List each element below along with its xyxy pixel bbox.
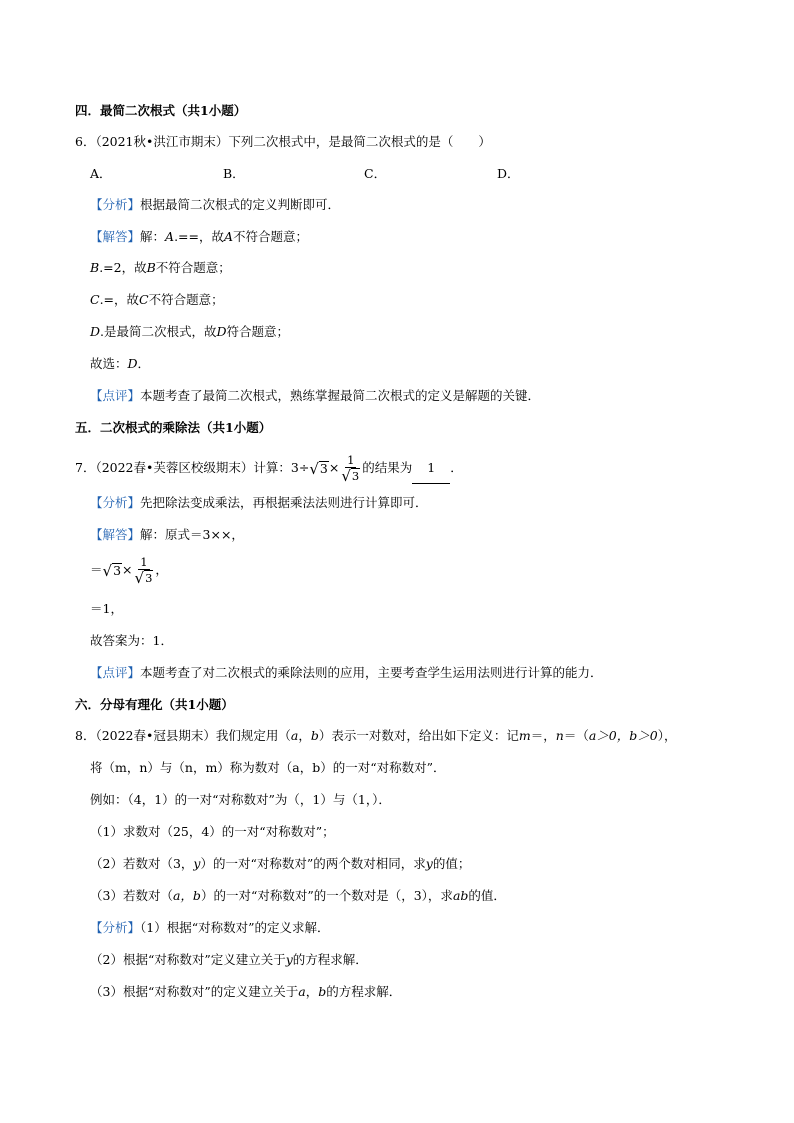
option-a: A． — [90, 166, 112, 181]
question-8-example: 例如：（4，1）的一对“对称数对”为（，1）与（1，）． — [90, 792, 391, 807]
fraction-1-over-sqrt3: 1 √ 3 — [341, 453, 360, 485]
section-5-heading: 五．二次根式的乘除法（共1小题） — [75, 420, 272, 435]
comment-tag: 【点评】 — [90, 665, 141, 680]
q8-analysis-1: 【分析】（1）根据“对称数对”的定义求解． — [90, 920, 330, 935]
q7-answer-line-1: 【解答】解：原式＝3××， — [90, 527, 244, 542]
section-6-heading: 六．分母有理化（共1小题） — [75, 697, 234, 712]
q7-comment: 【点评】本题考查了对二次根式的乘除法则的应用，主要考查学生运用法则进行计算的能力． — [90, 665, 603, 680]
sqrt-3: √ 3 — [102, 562, 122, 580]
q7-answer-line-2: ＝ √ 3 × 1 √ 3 ， — [90, 555, 168, 587]
q6-answer-line-d: D.是最简二次根式，故D符合题意； — [90, 324, 290, 339]
answer-blank: 1 — [412, 453, 450, 484]
question-6-stem: 6．（2021秋•洪江市期末）下列二次根式中，是最简二次根式的是（ ） — [75, 134, 491, 149]
question-8-line-1: 8．（2022春•冠县期末）我们规定用（a，b）表示一对数对，给出如下定义：记m＝，n＝（a＞0，b＞0）， — [75, 728, 677, 743]
q6-answer-line-b: B.=2，故B不符合题意； — [90, 260, 231, 275]
option-b: B． — [223, 166, 245, 181]
comment-tag: 【点评】 — [90, 388, 141, 403]
question-8-part-1: （1）求数对（25，4）的一对“对称数对”； — [90, 824, 335, 839]
q6-choice: 故选：D． — [90, 356, 151, 371]
sqrt-3: √ 3 — [309, 460, 328, 478]
q6-answer-line-c: C.=，故C不符合题意； — [90, 292, 224, 307]
q6-answer-line-a: 【解答】解：A.==，故A不符合题意； — [90, 229, 309, 244]
q7-answer-line-3: ＝1， — [90, 601, 123, 616]
analysis-tag: 【分析】 — [90, 920, 141, 935]
answer-tag: 【解答】 — [90, 527, 141, 542]
q7-answer-line-4: 故答案为：1． — [90, 633, 173, 648]
q6-comment: 【点评】本题考查了最简二次根式，熟练掌握最简二次根式的定义是解题的关键． — [90, 388, 541, 403]
question-8-part-2: （2）若数对（3，y）的一对“对称数对”的两个数对相同，求y的值； — [90, 856, 471, 871]
question-7-stem: 7．（2022春•芙蓉区校级期末）计算：3÷ √ 3 × 1 √ 3 的结果为 1 ． — [75, 453, 463, 485]
option-c: C． — [364, 166, 387, 181]
q6-analysis: 【分析】根据最简二次根式的定义判断即可． — [90, 197, 341, 212]
question-8-part-3: （3）若数对（a，b）的一对“对称数对”的一个数对是（，3），求ab的值． — [90, 888, 506, 903]
analysis-tag: 【分析】 — [90, 197, 141, 212]
answer-tag: 【解答】 — [90, 229, 141, 244]
q8-analysis-2: （2）根据“对称数对”定义建立关于y的方程求解． — [90, 952, 368, 967]
q7-analysis: 【分析】先把除法变成乘法，再根据乘法法则进行计算即可． — [90, 495, 428, 510]
section-4-heading: 四．最简二次根式（共1小题） — [75, 103, 247, 118]
analysis-tag: 【分析】 — [90, 495, 141, 510]
question-8-line-2: 将（m，n）与（n，m）称为数对（a，b）的一对“对称数对”． — [90, 760, 446, 775]
fraction-1-over-sqrt3: 1 √ 3 — [134, 555, 153, 587]
option-d: D． — [497, 166, 520, 181]
q8-analysis-3: （3）根据“对称数对”的定义建立关于a，b的方程求解． — [90, 984, 402, 999]
